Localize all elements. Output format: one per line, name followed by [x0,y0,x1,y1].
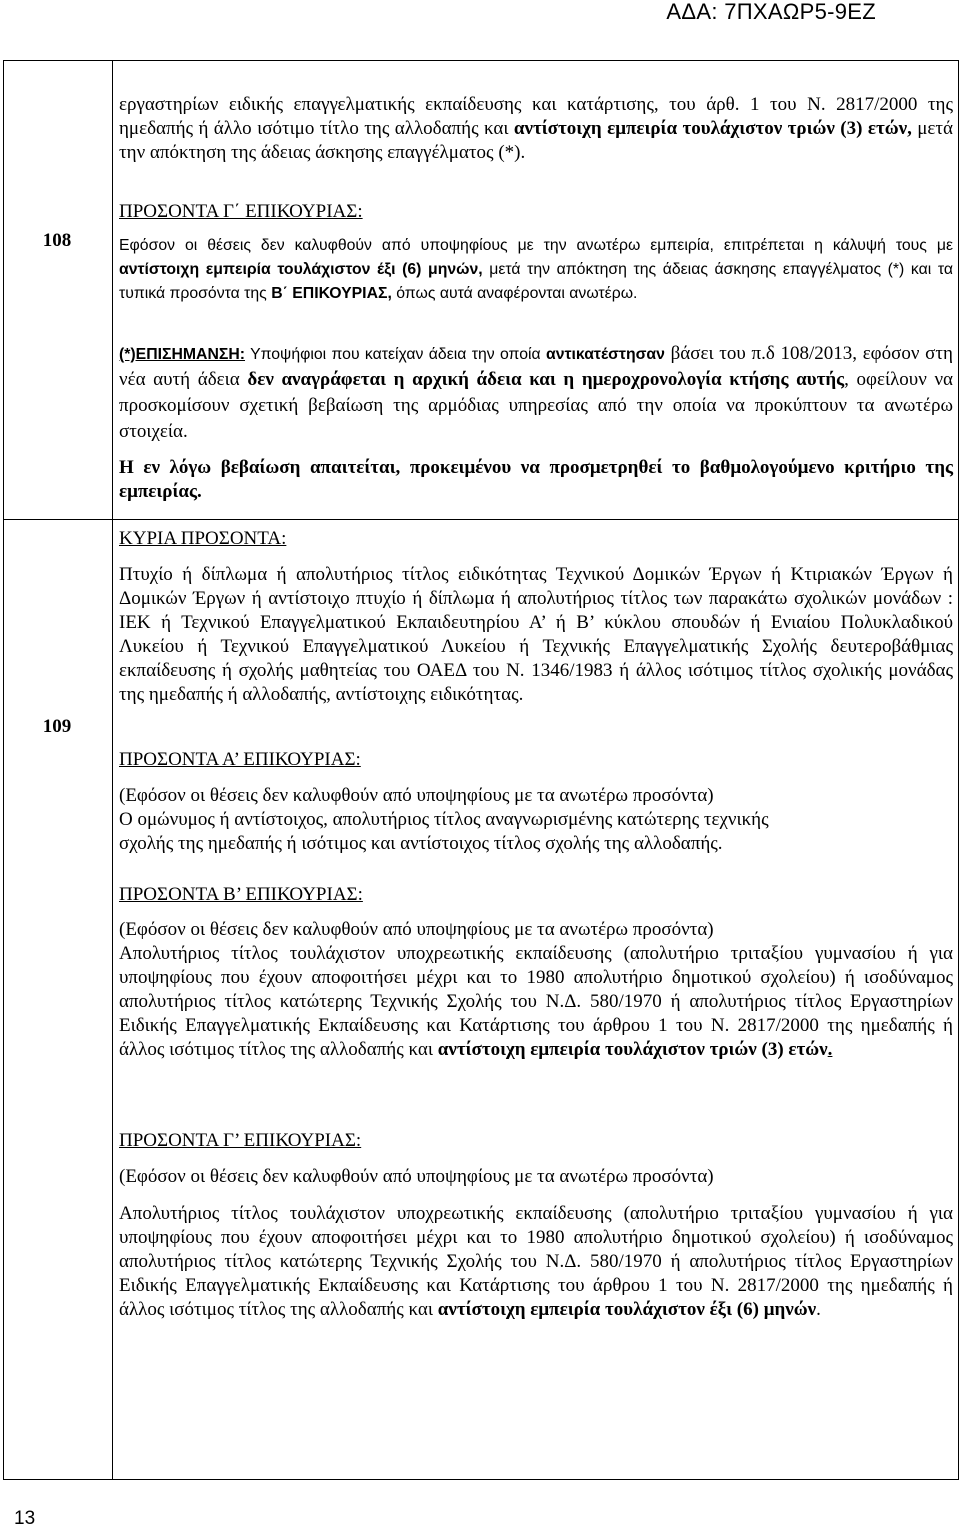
g-epikourias-text-109: Απολυτήριος τίτλος τουλάχιστον υποχρεωτικής εκπαίδευσης (απολυτήριο τριταξίου γυμνασίου ή για υποψηφίους που έχουν αποφοιτήσει μέχρι και το 1980 απολυτήριο δημοτικού σχολείου) ή ισοδύναμος απολυτήριος τίτλος κατώτερης Τεχνικής Σχολής του Ν.Δ. 580/1970 ή απολυτήριος τίτλος Εργαστηρίων Ειδικής Επαγγελματικής Εκπαίδευσης και Κατάρτισης του άρθρου 1 του Ν. 2817/2000 της ημεδαπής ή άλλος ισότιμος τίτλος της αλλοδαπής και αντίστοιχη εμπειρία τουλάχιστον έξι (6) μηνών. [119,1203,953,1320]
a-epikourias-condition: (Εφόσον οι θέσεις δεν καλυφθούν από υποψηφίους με τα ανωτέρω προσόντα) [119,785,714,806]
a-epikourias-line-1: Ο ομώνυμος ή αντίστοιχος, απολυτήριος τίτλος αναγνωρισμένης κατώτερης τεχνικής [119,809,769,830]
row-number-108: 108 [42,230,72,251]
page-number: 13 [14,1508,36,1529]
row-divider [3,519,959,520]
section-title-g-epikourias-109: ΠΡΟΣΟΝΤΑ Γ’ ΕΠΙΚΟΥΡΙΑΣ: [119,1130,362,1151]
section-title-g-epikourias-108: ΠΡΟΣΟΝΤΑ Γ΄ ΕΠΙΚΟΥΡΙΑΣ: [119,201,363,222]
b-epikourias-condition: (Εφόσον οι θέσεις δεν καλυφθούν από υποψηφίους με τα ανωτέρω προσόντα) [119,919,714,940]
a-epikourias-line-2: σχολής της ημεδαπής ή ισότιμος και αντίστοιχος τίτλος σχολής της αλλοδαπής. [119,833,723,854]
note-text: (*)ΕΠΙΣΗΜΑΝΣΗ: Υποψήφιοι που κατείχαν άδεια την οποία αντικατέστησαν βάσει του π.δ 108/2013, εφόσον στη νέα αυτή άδεια δεν αναγράφεται η αρχική άδεια και η ημεροχρονολογία κτήσης αυτής, οφείλουν να προσκομίσουν σχετική βεβαίωση της αρμόδιας υπηρεσίας από την οποία να προκύπτουν τα ανωτέρω στοιχεία. [119,343,953,442]
section-title-kyria: ΚΥΡΙΑ ΠΡΟΣΟΝΤΑ: [119,528,287,549]
b-epikourias-text: Απολυτήριος τίτλος τουλάχιστον υποχρεωτικής εκπαίδευσης (απολυτήριο τριταξίου γυμνασίου ή για υποψηφίους που έχουν αποφοιτήσει μέχρι και το 1980 απολυτήριο δημοτικού σχολείου) ή ισοδύναμος απολυτήριος τίτλος κατώτερης Τεχνικής Σχολής του Ν.Δ. 580/1970 ή απολυτήριος τίτλος Εργαστηρίων Ειδικής Επαγγελματικής Εκπαίδευσης και Κατάρτισης του άρθρου 1 του Ν. 2817/2000 της ημεδαπής ή άλλος ισότιμος τίτλος της αλλοδαπής και αντίστοιχη εμπειρία τουλάχιστον τριών (3) ετών. [119,943,953,1060]
g-epikourias-text-108: Εφόσον οι θέσεις δεν καλυφθούν από υποψηφίους με την ανωτέρω εμπειρία, επιτρέπεται η κάλυψή τους με αντίστοιχη εμπειρία τουλάχιστον έξι (6) μηνών, μετά την απόκτηση της άδειας άσκησης επαγγέλματος (*) και τα τυπικά προσόντα της Β΄ ΕΠΙΚΟΥΡΙΑΣ, όπως αυτά αναφέρονται ανωτέρω. [119,237,953,302]
section-title-a-epikourias: ΠΡΟΣΟΝΤΑ Α’ ΕΠΙΚΟΥΡΙΑΣ: [119,749,361,770]
row-number-109: 109 [42,716,72,737]
continued-text: εργαστηρίων ειδικής επαγγελματικής εκπαίδευσης και κατάρτισης, του άρθ. 1 του Ν. 2817/2000 της ημεδαπής ή άλλο ισότιμο τίτλο της αλλοδαπής και αντίστοιχη εμπειρία τουλάχιστον τριών (3) ετών, μετά την απόκτηση της άδειας άσκησης επαγγέλματος (*). [119,94,953,163]
note-bold-text: Η εν λόγω βεβαίωση απαιτείται, προκειμένου να προσμετρηθεί το βαθμολογούμενο κριτήριο της εμπειρίας. [119,457,953,502]
ada-code: ΑΔΑ: 7ΠΧΑΩΡ5-9ΕΖ [666,0,876,24]
column-divider [112,60,113,1480]
kyria-text: Πτυχίο ή δίπλωμα ή απολυτήριος τίτλος ειδικότητας Τεχνικού Δομικών Έργων ή Κτιριακών Έργων ή Δομικών Έργων ή αντίστοιχο πτυχίο ή δίπλωμα ή απολυτήριος τίτλος των παρακάτω σχολικών μονάδων : ΙΕΚ ή Τεχνικού Επαγγελματικού Εκπαιδευτηρίου Α’ ή Β’ κύκλου σπουδών ή Ενιαίου Πολυκλαδικού Λυκείου ή Τεχνικού Επαγγελματικού Λυκείου ή Τεχνικής Επαγγελματικής Σχολής δευτεροβάθμιας εκπαίδευσης ή σχολής μαθητείας του ΟΑΕΔ του Ν. 1346/1983 ή άλλος ισότιμος τίτλος σχολικής μονάδας της ημεδαπής ή αλλοδαπής, αντίστοιχης ειδικότητας. [119,564,953,705]
note-label: (*)ΕΠΙΣΗΜΑΝΣΗ: [119,346,246,363]
section-title-b-epikourias: ΠΡΟΣΟΝΤΑ Β’ ΕΠΙΚΟΥΡΙΑΣ: [119,884,363,905]
g-epikourias-condition-109: (Εφόσον οι θέσεις δεν καλυφθούν από υποψηφίους με τα ανωτέρω προσόντα) [119,1166,714,1187]
